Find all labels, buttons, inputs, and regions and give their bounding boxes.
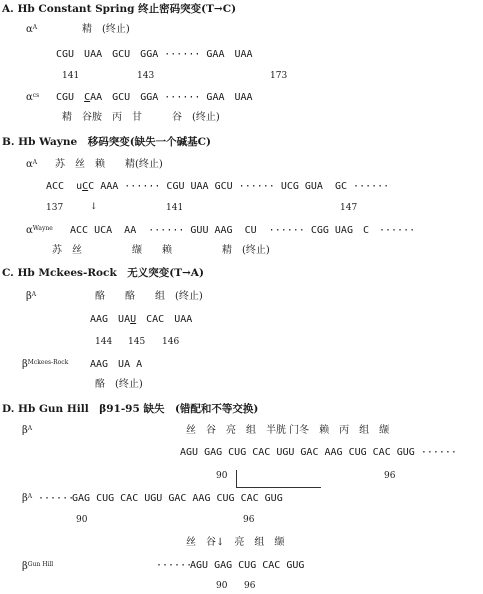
seq-part: ACC u xyxy=(46,181,83,192)
beta-symbol: β xyxy=(22,561,28,572)
section-b-num-147: 147 xyxy=(340,203,358,213)
section-c-num-146: 146 xyxy=(162,337,180,347)
alpha-cs-superscript: cs xyxy=(32,92,40,99)
mutated-base: C xyxy=(84,92,91,103)
section-d-row3-amino-acids: 丝 谷↓ 亮 组 缬 xyxy=(186,537,285,548)
seq-part: AAG UA xyxy=(90,314,131,325)
section-b-title: B. Hb Wayne 移码突变(缺失一个碱基C) xyxy=(2,136,211,148)
alpha-symbol: α xyxy=(26,159,33,170)
beta-a-label-d2 xyxy=(22,494,32,504)
section-d-row2-num-90: 90 xyxy=(76,515,88,525)
section-a-title: A. Hb Constant Spring 终止密码突变(T→C) xyxy=(2,3,237,15)
section-c-row2-amino-acids: 酪 (终止) xyxy=(95,379,143,390)
section-a-num-141: 141 xyxy=(62,71,80,81)
alpha-cs-label xyxy=(26,93,39,103)
section-c-row2-sequence: AAG UA A xyxy=(90,359,143,370)
crossover-line-left xyxy=(236,470,237,488)
alpha-symbol: α xyxy=(26,24,33,35)
beta-a-label-c xyxy=(26,292,36,302)
section-d-row2-prefix: ······ xyxy=(38,493,75,504)
mutated-base: U xyxy=(130,314,137,325)
section-b-num-141: 141 xyxy=(166,203,184,213)
seq-part: C AAA ······ CGU UAA GCU ······ UCG GUA GC ······ xyxy=(88,181,390,192)
alpha-a-label xyxy=(26,25,37,35)
section-b-row2-sequence: ACC UCA AA ······ GUU AAG CU ······ CGG UAG C ······ xyxy=(70,225,416,236)
section-d-row3-sequence: AGU GAG CUG CAC GUG xyxy=(190,560,305,571)
section-c-num-145: 145 xyxy=(128,337,146,347)
section-d-row3-prefix: ······ xyxy=(156,560,193,571)
section-c-row1-sequence xyxy=(90,315,192,325)
deletion-arrow-icon: ↓ xyxy=(90,202,98,212)
section-d-row3-num-90: 90 xyxy=(216,581,228,591)
section-d-row2-sequence: GAG CUG CAC UGU GAC AAG CUG CAC GUG xyxy=(72,493,283,504)
beta-mckees-superscript: Mckees-Rock xyxy=(27,359,69,366)
beta-superscript: A xyxy=(27,425,33,432)
alpha-superscript: A xyxy=(32,24,38,31)
section-c-row1-amino-acids: 酪 酪 组 (终止) xyxy=(95,291,203,302)
beta-symbol: β xyxy=(22,425,28,436)
section-b-row1-amino-acids: 苏 丝 赖 精(终止) xyxy=(55,159,163,170)
section-b-row1-sequence xyxy=(46,182,389,192)
section-d-title: D. Hb Gun Hill β91-95 缺失 (错配和不等交换) xyxy=(2,403,259,415)
beta-superscript: A xyxy=(31,291,37,298)
crossover-line-bottom xyxy=(237,487,321,488)
section-b-num-137: 137 xyxy=(46,203,64,213)
alpha-wayne-label xyxy=(26,226,53,236)
seq-part: CAC UAA xyxy=(136,314,193,325)
beta-mckees-label xyxy=(22,360,68,370)
alpha-wayne-superscript: Wayne xyxy=(32,225,53,232)
beta-gunhill-label xyxy=(22,562,53,572)
section-b-row2-amino-acids: 苏 丝 缬 赖 精 (终止) xyxy=(52,245,270,256)
section-a-num-173: 173 xyxy=(270,71,288,81)
beta-gunhill-superscript: Gun Hill xyxy=(27,561,54,568)
section-d-row3-num-96: 96 xyxy=(244,581,256,591)
section-d-row2-num-96: 96 xyxy=(243,515,255,525)
section-c-num-144: 144 xyxy=(95,337,113,347)
section-c-title: C. Hb Mckees-Rock 无义突变(T→A) xyxy=(2,267,204,279)
alpha-superscript: A xyxy=(32,159,38,166)
beta-a-label-d1 xyxy=(22,426,32,436)
section-d-row1-num-90: 90 xyxy=(216,471,228,481)
deleted-base: C xyxy=(82,181,89,192)
section-a-num-143: 143 xyxy=(137,71,155,81)
section-a-row1-sequence: CGU UAA GCU GGA ······ GAA UAA xyxy=(56,49,253,60)
alpha-symbol: α xyxy=(26,92,33,103)
section-d-row1-sequence: AGU GAG CUG CAC UGU GAC AAG CUG CAC GUG ······ xyxy=(180,447,457,458)
section-d-row1-amino-acids: 丝 谷 亮 组 半胱 门冬 赖 丙 组 缬 xyxy=(186,425,390,436)
section-a-row1-amino-acids: 精 (终止) xyxy=(82,24,130,35)
section-a-row2-sequence xyxy=(56,93,253,103)
seq-part: AA GCU GGA ······ GAA UAA xyxy=(90,92,253,103)
seq-part: CGU xyxy=(56,92,85,103)
beta-superscript: A xyxy=(27,493,33,500)
alpha-symbol: α xyxy=(26,225,33,236)
section-d-row1-num-96: 96 xyxy=(384,471,396,481)
beta-symbol: β xyxy=(22,359,28,370)
beta-symbol: β xyxy=(22,493,28,504)
alpha-a-label-b xyxy=(26,160,37,170)
beta-symbol: β xyxy=(26,291,32,302)
section-a-row2-amino-acids: 精 谷胺 丙 甘 谷 (终止) xyxy=(62,112,220,123)
